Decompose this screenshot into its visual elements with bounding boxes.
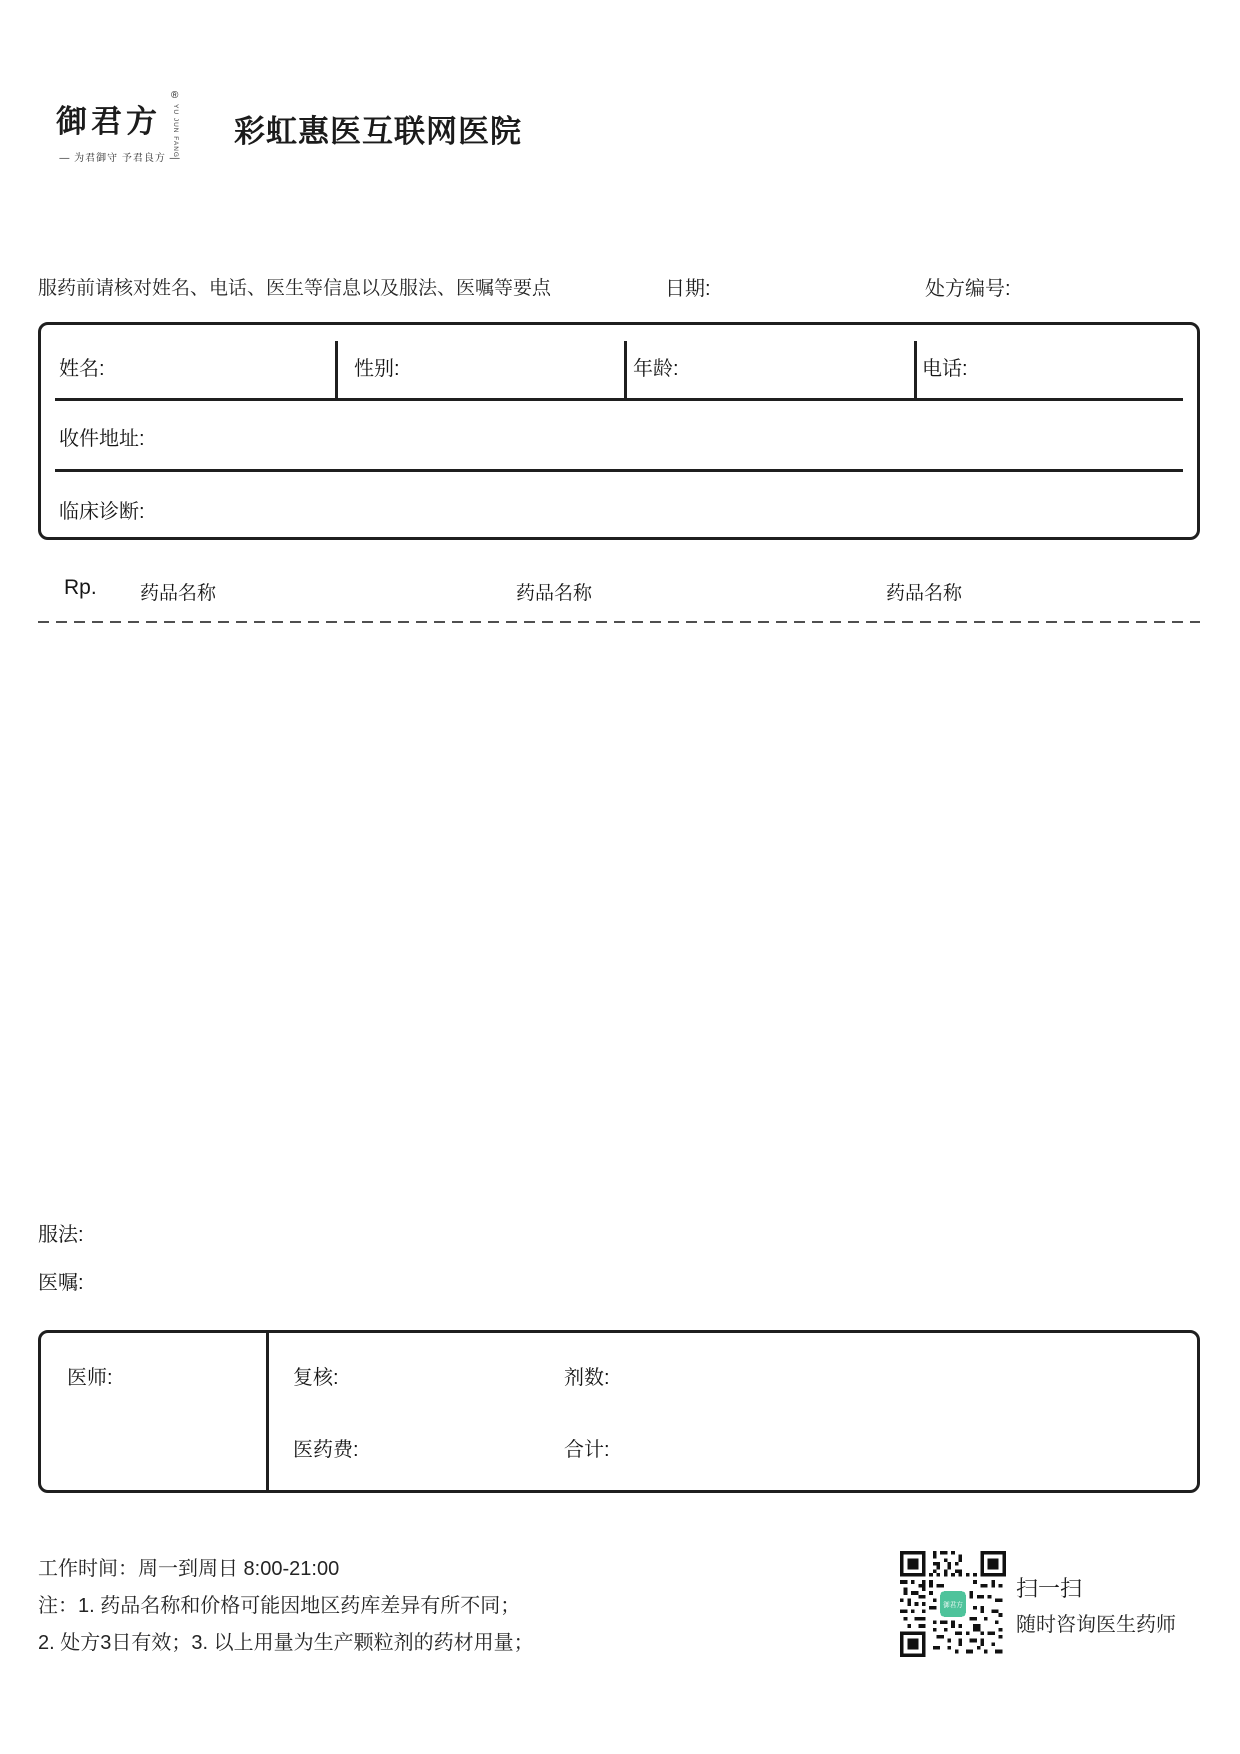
- drug-name-column-header: 药品名称: [140, 583, 217, 604]
- patient-info-box: [38, 322, 1200, 540]
- signoff-box: [38, 1330, 1200, 1493]
- column-divider: [624, 341, 627, 401]
- drug-name-column-header: 药品名称: [886, 583, 963, 604]
- date-label: 日期:: [665, 278, 711, 300]
- rx-number-label: 处方编号:: [925, 278, 1011, 300]
- shipping-address-label: 收件地址:: [59, 428, 145, 450]
- patient-name-label: 姓名:: [59, 358, 105, 380]
- work-hours-text: 工作时间：周一到周日 8:00-21:00: [38, 1558, 340, 1580]
- hospital-title: 彩虹惠医互联网医院: [234, 114, 522, 149]
- verification-notice: 服药前请核对姓名、电话、医生等信息以及服法、医嘱等要点: [38, 278, 552, 299]
- brand-tagline: — 为君御守 予君良方 —: [59, 153, 181, 164]
- physician-label: 医师:: [67, 1367, 113, 1389]
- column-divider: [914, 341, 917, 401]
- usage-label: 服法:: [38, 1224, 84, 1246]
- medicine-fee-label: 医药费:: [293, 1439, 359, 1461]
- rx-separator-line: [38, 621, 1200, 623]
- patient-age-label: 年龄:: [633, 358, 679, 380]
- row-divider: [55, 398, 1183, 401]
- clinical-diagnosis-label: 临床诊断:: [59, 501, 145, 523]
- qr-code-icon: [900, 1551, 1006, 1657]
- total-label: 合计:: [564, 1439, 610, 1461]
- rp-label: Rp.: [64, 576, 97, 599]
- column-divider: [266, 1333, 269, 1490]
- registered-trademark-icon: ®: [171, 90, 179, 101]
- medical-advice-label: 医嘱:: [38, 1272, 84, 1294]
- review-label: 复核:: [293, 1367, 339, 1389]
- footer-note-line2: 2. 处方3日有效；3. 以上用量为生产颗粒剂的药材用量；: [38, 1632, 534, 1654]
- patient-phone-label: 电话:: [922, 358, 968, 380]
- brand-name: 御君方: [56, 104, 161, 139]
- row-divider: [55, 469, 1183, 472]
- footer-note-line1: 注：1. 药品名称和价格可能因地区药库差异有所不同；: [38, 1595, 521, 1617]
- dose-count-label: 剂数:: [564, 1367, 610, 1389]
- column-divider: [335, 341, 338, 401]
- brand-romanized: YU JUN FANG: [172, 104, 179, 158]
- drug-name-column-header: 药品名称: [516, 583, 593, 604]
- scan-qr-subtitle: 随时咨询医生药师: [1016, 1614, 1176, 1636]
- patient-gender-label: 性别:: [354, 358, 400, 380]
- scan-qr-title: 扫一扫: [1016, 1576, 1083, 1601]
- qr-center-logo-text: 御君方: [943, 1601, 963, 1609]
